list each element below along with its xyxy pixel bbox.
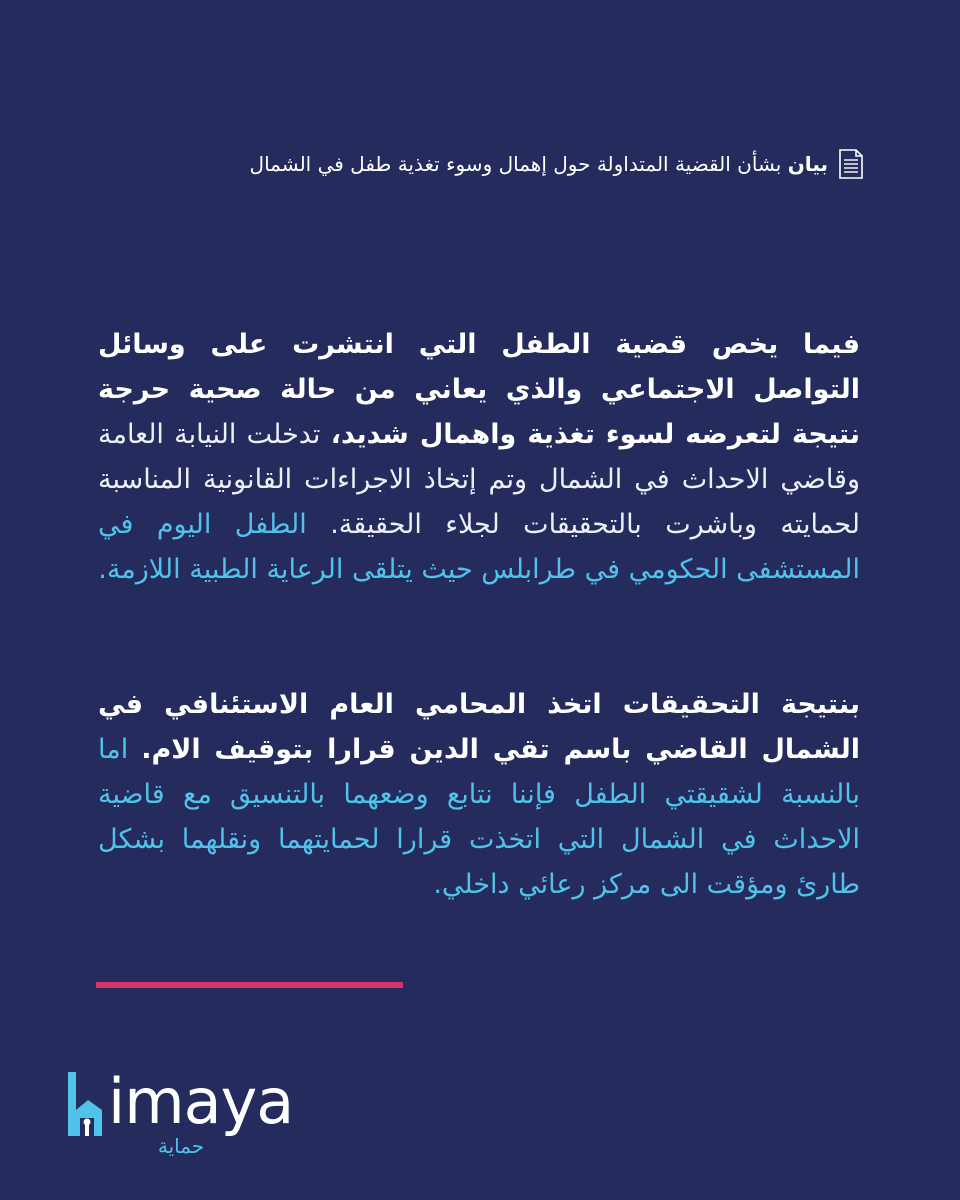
paragraph-1-highlight: الطفل اليوم في المستشفى الحكومي في طرابلس حيث يتلقى الرعاية الطبية اللازمة. bbox=[98, 509, 860, 585]
logo-wordmark bbox=[66, 1066, 293, 1138]
paragraph-2 bbox=[98, 682, 860, 907]
document-icon bbox=[838, 148, 864, 180]
paragraph-2-bold: بنتيجة التحقيقات اتخذ المحامي العام الاستئنافي في الشمال القاضي باسم تقي الدين قرارا بتوقيف الام. bbox=[98, 689, 860, 765]
header-bold-word: بيان bbox=[787, 152, 828, 176]
paragraph-1-bold: فيما يخص قضية الطفل التي انتشرت على وسائل التواصل الاجتماعي والذي يعاني من حالة صحية حرجة نتيجة لتعرضه لسوء تغذية واهمال شديد، bbox=[98, 329, 860, 450]
himaya-logo bbox=[66, 1066, 316, 1166]
paragraph-1 bbox=[98, 322, 860, 592]
paragraph-2-highlight: اما بالنسبة لشقيقتي الطفل فإننا نتابع وضعهما بالتنسيق مع قاضية الاحداث في الشمال التي اتخذت قرارا لحمايتهما ونقلهما بشكل طارئ ومؤقت الى مركز رعائي داخلي. bbox=[98, 734, 860, 900]
house-h-icon bbox=[66, 1070, 106, 1138]
header-subject: بشأن القضية المتداولة حول إهمال وسوء تغذية طفل في الشمال bbox=[249, 152, 788, 176]
statement-header bbox=[250, 148, 864, 180]
header-text bbox=[250, 152, 828, 176]
logo-latin-text: imaya bbox=[108, 1065, 294, 1138]
divider-line bbox=[96, 982, 403, 988]
paragraph-1-regular: تدخلت النيابة العامة وقاضي الاحداث في الشمال وتم إتخاذ الاجراءات القانونية المناسبة لحمايته وباشرت بالتحقيقات لجلاء الحقيقة. bbox=[98, 419, 860, 540]
logo-arabic-text: حماية bbox=[157, 1134, 205, 1158]
